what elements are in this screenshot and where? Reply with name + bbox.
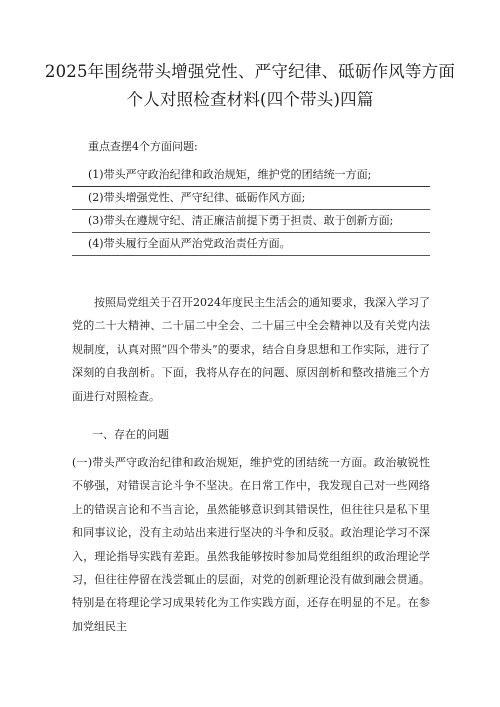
focus-heading: 重点查摆4个方面问题: — [88, 140, 198, 153]
document-title: 2025年围绕带头增强党性、严守纪律、砥砺作风等方面个人对照检查材料(四个带头)四篇 — [44, 62, 456, 109]
intro-paragraph: 按照局党组关于召开2024年度民主生活会的通知要求，我深入学习了党的二十大精神、二十届二中全会、二十届三中全会精神以及有关党内法规制度，认真对照“四个带头”的要求，结合自身思想和工作实际，进行了深刻的自我剖析。下面，我将从存在的问题、原因剖析和整改措施三个方面进行对照检查。 — [72, 296, 430, 403]
focus-item: (3)带头在遵规守纪、清正廉洁前提下勇于担责、敢于创新方面; — [72, 210, 430, 233]
focus-item: (4)带头履行全面从严治党政治责任方面。 — [72, 233, 430, 256]
section-paragraph: (一)带头严守政治纪律和政治规矩，维护党的团结统一方面。政治敏锐性不够强，对错误言论斗争不坚决。在日常工作中，我发现自己对一些网络上的错误言论和不当言论，虽然能够意识到其错误性，但往往只是私下里和同事议论，没有主动站出来进行坚决的斗争和反驳。政治理论学习不深入，理论指导实践有差距。虽然我能够按时参加局党组组织的政治理论学习，但往往停留在浅尝辄止的层面，对党的创新理论没有做到融会贯通。特别是在将理论学习成果转化为工作实践方面，还存在明显的不足。在参加党组民主 — [72, 456, 430, 633]
section-heading: 一、存在的问题 — [92, 428, 169, 441]
focus-issues-box — [72, 140, 430, 256]
focus-item: (1)带头严守政治纪律和政治规矩，维护党的团结统一方面; — [72, 164, 430, 187]
focus-item: (2)带头增强党性、严守纪律、砥砺作风方面; — [72, 187, 430, 210]
